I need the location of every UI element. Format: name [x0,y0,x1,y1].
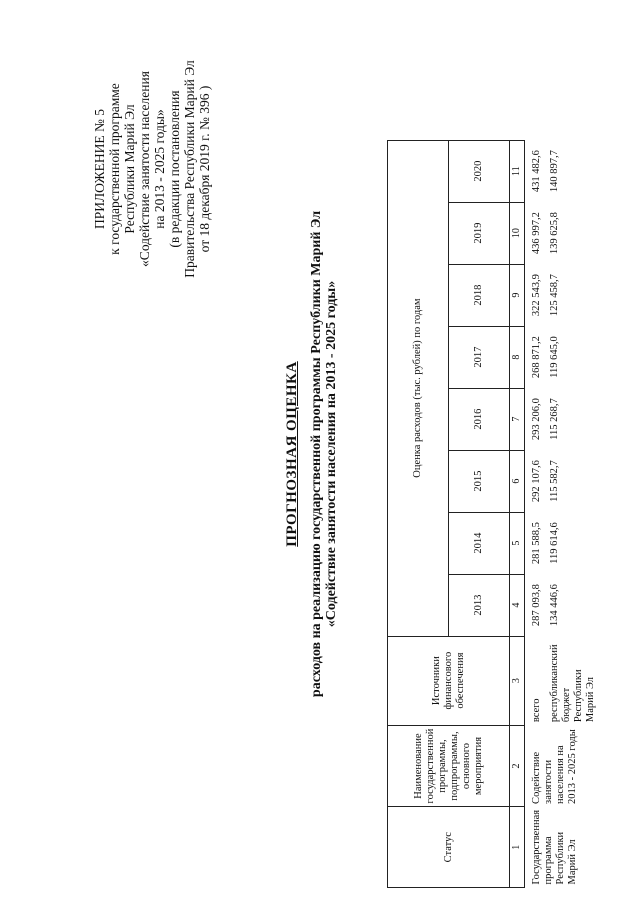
header-year: 2019 [449,202,510,264]
header-year: 2017 [449,326,510,388]
header-year: 2020 [449,140,510,202]
column-number: 7 [510,388,525,450]
column-number: 4 [510,574,525,636]
header-year: 2014 [449,512,510,574]
column-number: 3 [510,636,525,725]
appendix-block [92,9,212,329]
appendix-line: к государственной программе [107,83,122,255]
column-number: 6 [510,450,525,512]
value-cell: 119 645,0 [549,336,560,378]
value-cell: 292 107,6 [531,460,542,503]
appendix-line: (в редакции постановления [167,90,182,248]
value-cell: 139 625,8 [549,212,560,255]
value-cell: 115 582,7 [549,460,560,502]
source-cell: всего [531,698,542,723]
header-status: Статус [388,807,510,888]
column-number: 11 [510,140,525,202]
header-row [388,140,449,887]
status-cell: Государственная программа Республики Марий Эл [531,809,578,885]
document-title: ПРОГНОЗНАЯ ОЦЕНКА [284,361,300,547]
value-cell: 293 206,0 [531,398,542,441]
appendix-line: ПРИЛОЖЕНИЕ № 5 [92,108,107,230]
value-cell: 115 268,7 [549,398,560,440]
column-number: 9 [510,264,525,326]
table-row [525,140,544,887]
appendix-line: от 18 декабря 2019 г. № 396 ) [197,85,212,253]
header-estimate: Оценка расходов (тыс. рублей) по годам [388,140,449,636]
column-number: 8 [510,326,525,388]
header-name: Наименование государственной программы, подпрограммы, основного мероприятия [388,725,510,807]
program-name-cell: Содействие занятости населения на 2013 - 2025 годы [531,729,578,804]
value-cell: 436 997,2 [531,212,542,255]
value-cell: 134 446,6 [549,584,560,627]
value-cell: 322 543,9 [531,274,542,317]
document-program-name: «Содействие занятости населения на 2013 - 2025 годы» [324,280,339,628]
column-number: 5 [510,512,525,574]
header-year: 2013 [449,574,510,636]
source-cell: республиканский бюджет Республики Марий Эл [549,644,596,723]
header-year: 2015 [449,450,510,512]
appendix-line: Республики Марий Эл [122,104,137,234]
appendix-line: Правительства Республики Марий Эл [182,60,197,278]
appendix-line: на 2013 - 2025 годы» [152,109,167,229]
column-number: 10 [510,202,525,264]
value-cell: 268 871,2 [531,336,542,379]
document-subtitle: расходов на реализацию государственной программы Республики Марий Эл [309,210,324,698]
header-year: 2018 [449,264,510,326]
value-cell: 287 093,8 [531,584,542,627]
value-cell: 281 588,5 [531,522,542,565]
header-year: 2016 [449,388,510,450]
value-cell: 140 897,7 [549,150,560,193]
expense-table [387,140,597,888]
appendix-line: «Содействие занятости населения [137,71,152,267]
column-number-row [510,140,525,887]
column-number: 2 [510,725,525,807]
value-cell: 119 614,6 [549,522,560,564]
column-number: 1 [510,807,525,888]
value-cell: 431 482,6 [531,150,542,193]
document-heading [284,84,339,824]
value-cell: 125 458,7 [549,274,560,317]
header-sources: Источники финансового обеспечения [388,636,510,725]
